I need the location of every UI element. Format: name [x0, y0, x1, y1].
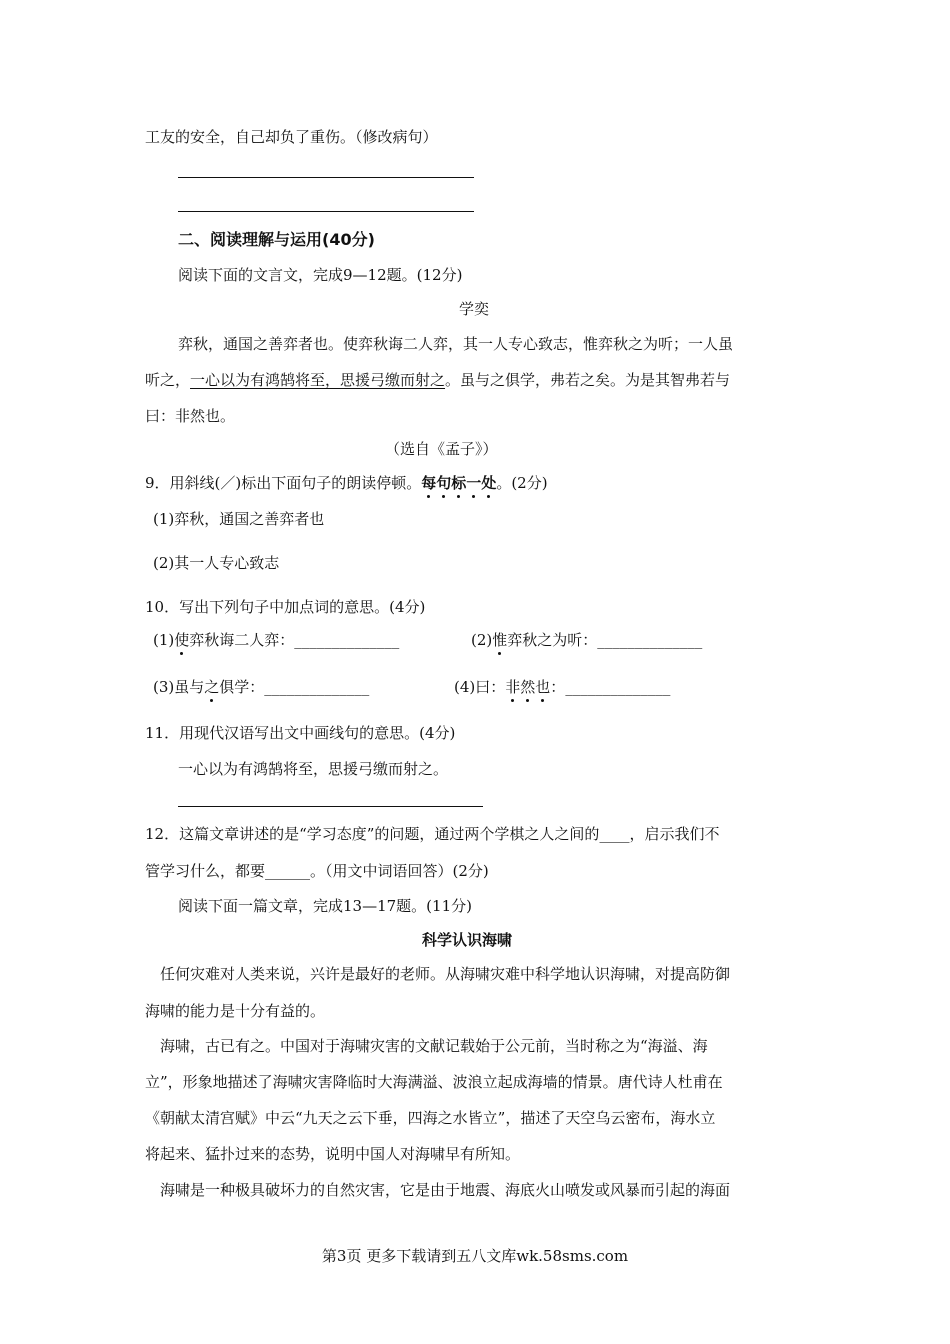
article-line: 《朝献太清宫赋》中云“九天之云下垂，四海之水皆立”，描述了天空乌云密布，海水立: [145, 1109, 716, 1127]
article-line: 海啸是一种极具破坏力的自然灾害，它是由于地震、海底火山喷发或风暴而引起的海面: [160, 1181, 731, 1199]
dotted-char: 也: [535, 678, 551, 696]
question-stem: ，启示我们不: [629, 825, 720, 843]
question-9: [145, 472, 548, 494]
answer-line: [178, 806, 483, 807]
dotted-char: 然: [520, 678, 536, 696]
passage-source: （选自《孟子》）: [385, 440, 498, 458]
item-label: (2): [471, 631, 493, 649]
q10-item-3: [153, 676, 369, 698]
question-stem: 。（用文中词语回答）(2分): [310, 862, 489, 880]
answer-blank: ______________: [294, 631, 400, 649]
item-text: 弈秋诲二人弈：: [189, 631, 295, 649]
passage-title: 学奕: [459, 300, 490, 318]
question-stem: 管学习什么，都要: [145, 862, 266, 880]
dotted-char: 之: [204, 678, 220, 696]
passage-line: 弈秋，通国之善弈者也。使弈秋诲二人弈，其一人专心致志，惟弈秋之为听；一人虽: [178, 335, 734, 353]
article-line: 任何灾难对人类来说，兴许是最好的老师。从海啸灾难中科学地认识海啸，对提高防御: [160, 965, 731, 983]
passage-text: 听之，: [145, 371, 191, 389]
answer-blank: ____: [599, 825, 630, 843]
item-text: ：: [550, 678, 566, 696]
question-score: 。(2分): [496, 474, 548, 492]
article-title: 科学认识海啸: [422, 931, 513, 949]
dotted-char: 句: [436, 474, 452, 492]
item-text: (4)曰：: [454, 678, 506, 696]
question-12: [145, 823, 719, 845]
dotted-char: 非: [505, 678, 521, 696]
q9-item-1: (1)弈秋，通国之善弈者也: [153, 510, 325, 528]
dotted-char: 惟: [492, 631, 508, 649]
passage-line: 曰：非然也。: [145, 407, 236, 425]
emphasized-instruction: [421, 474, 496, 492]
passage-line: [145, 369, 730, 391]
q10-item-4: [454, 676, 670, 698]
article-line: 将起来、猛扑过来的态势，说明中国人对海啸早有所知。: [145, 1145, 521, 1163]
dotted-char: 处: [481, 474, 497, 492]
dotted-char: 每: [421, 474, 437, 492]
item-label: (1): [153, 631, 175, 649]
item-text: 俱学：: [219, 678, 265, 696]
question-12-cont: [145, 860, 489, 882]
article-line: 海啸，古已有之。中国对于海啸灾害的文献记载始于公元前，当时称之为“海溢、海: [160, 1037, 708, 1055]
underlined-sentence: 一心以为有鸿鹄将至，思援弓缴而射之: [190, 371, 446, 389]
question-10: 10．写出下列句子中加点词的意思。(4分): [145, 598, 426, 616]
item-text: 弈秋之为听：: [507, 631, 598, 649]
answer-blank: ______________: [565, 678, 671, 696]
question-stem: 12．这篇文章讲述的是“学习态度”的问题，通过两个学棋之人之间的: [145, 825, 600, 843]
question-11: 11．用现代汉语写出文中画线句的意思。(4分): [145, 724, 456, 742]
article-line: 立”，形象地描述了海啸灾害降临时大海满溢、波浪立起成海墙的情景。唐代诗人杜甫在: [145, 1073, 723, 1091]
q9-item-2: (2)其一人专心致志: [153, 554, 280, 572]
page-footer: 第3页 更多下载请到五八文库wk.58sms.com: [321, 1247, 629, 1265]
section-intro: 阅读下面的文言文，完成9—12题。(12分): [178, 266, 463, 284]
article-line: 海啸的能力是十分有益的。: [145, 1002, 326, 1020]
answer-line: [178, 211, 474, 212]
dotted-char: 使: [174, 631, 190, 649]
answer-line: [178, 177, 474, 178]
dotted-char: 一: [466, 474, 482, 492]
reading-intro: 阅读下面一篇文章，完成13—17题。(11分): [178, 897, 472, 915]
section-heading: 二、阅读理解与运用(40分): [178, 230, 375, 249]
dotted-char: 标: [451, 474, 467, 492]
q10-item-1: [153, 629, 399, 651]
answer-blank: ______: [265, 862, 311, 880]
q10-item-2: [471, 629, 702, 651]
q11-sentence: 一心以为有鸿鹄将至，思援弓缴而射之。: [178, 760, 449, 778]
carryover-line: 工友的安全，自己却负了重伤。（修改病句）: [145, 128, 438, 146]
answer-blank: ______________: [264, 678, 370, 696]
answer-blank: ______________: [597, 631, 703, 649]
passage-text: 。虽与之俱学，弗若之矣。为是其智弗若与: [445, 371, 731, 389]
item-text: (3)虽与: [153, 678, 205, 696]
question-stem: 9．用斜线(／)标出下面句子的朗读停顿。: [145, 474, 422, 492]
